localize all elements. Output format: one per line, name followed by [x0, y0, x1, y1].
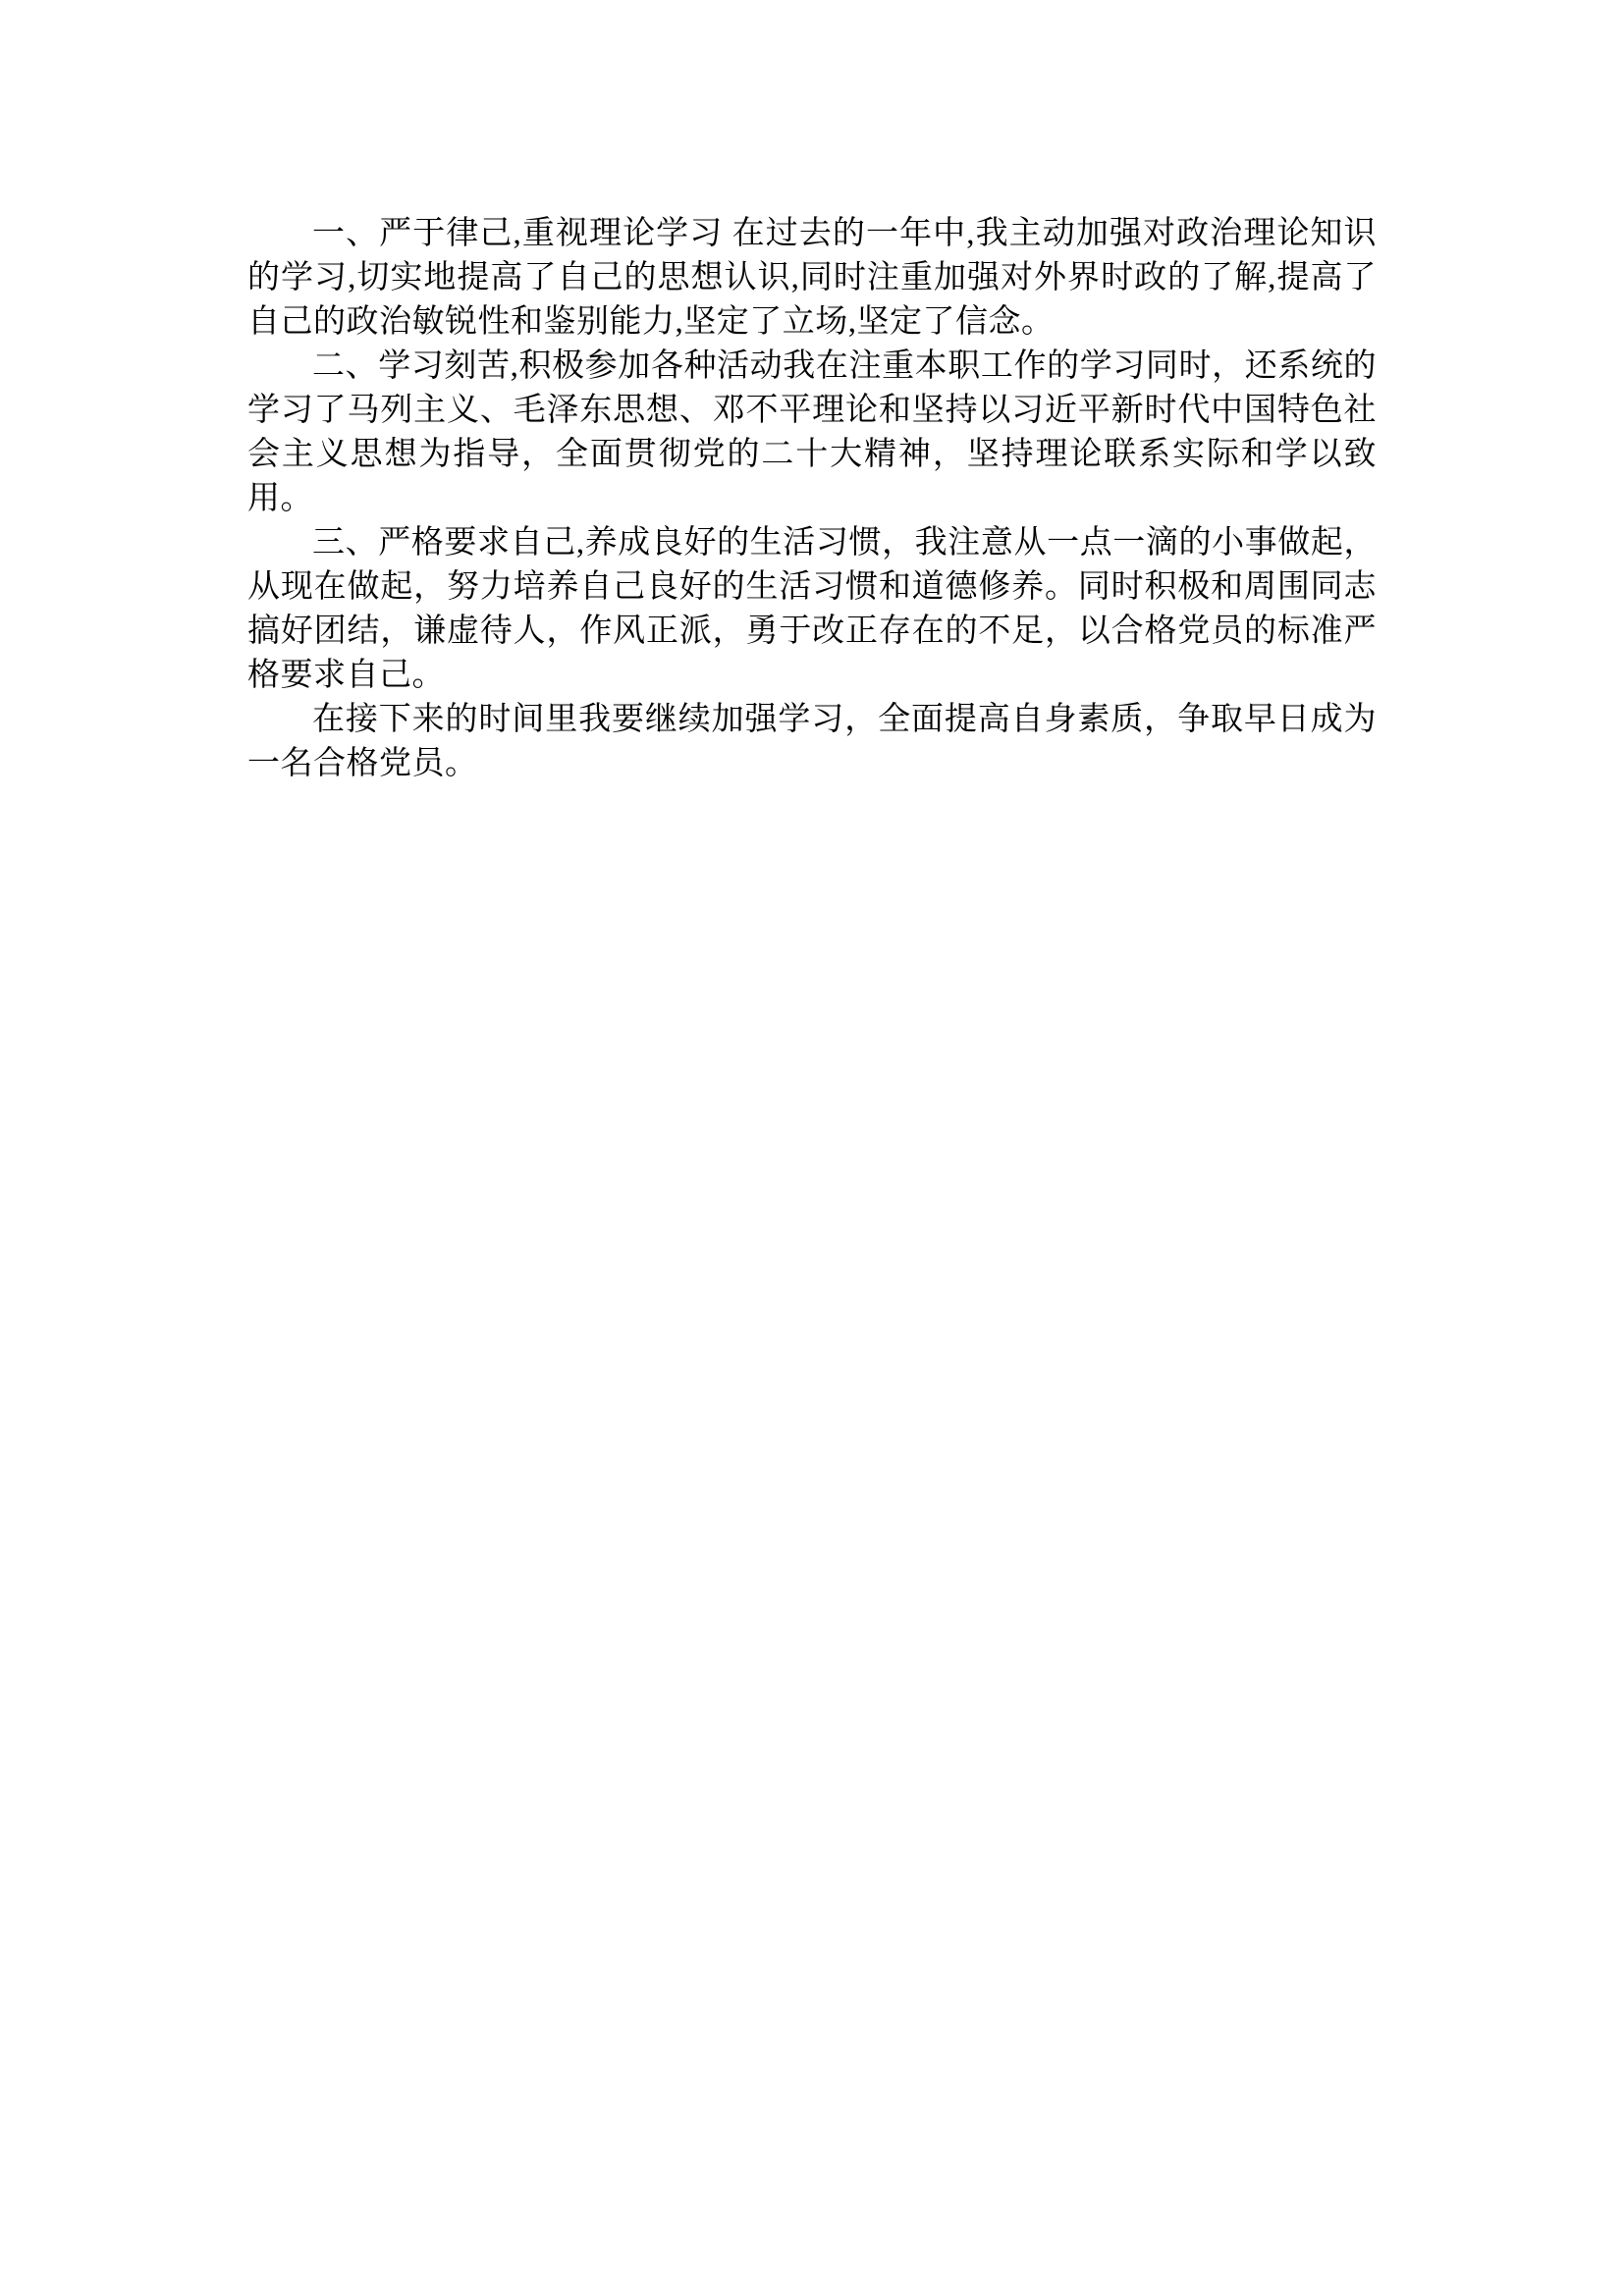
paragraph-1: 一、严于律己,重视理论学习 在过去的一年中,我主动加强对政治理论知识的学习,切实地提高了自己的思想认识,同时注重加强对外界时政的了解,提高了自己的政治敏锐性和鉴别能力,坚定了立场,坚定了信念。 [247, 216, 1377, 340]
paragraph-4: 在接下来的时间里我要继续加强学习，全面提高自身素质，争取早日成为一名合格党员。 [247, 702, 1377, 781]
document-body [247, 212, 1377, 786]
paragraph-2: 二、学习刻苦,积极参加各种活动我在注重本职工作的学习同时，还系统的学习了马列主义、毛泽东思想、邓不平理论和坚持以习近平新时代中国特色社会主义思想为指导，全面贯彻党的二十大精神，坚持理论联系实际和学以致用。 [247, 348, 1377, 516]
paragraph-3: 三、严格要求自己,养成良好的生活习惯，我注意从一点一滴的小事做起，从现在做起，努力培养自己良好的生活习惯和道德修养。同时积极和周围同志搞好团结，谦虚待人，作风正派，勇于改正存在的不足，以合格党员的标准严格要求自己。 [247, 525, 1377, 693]
